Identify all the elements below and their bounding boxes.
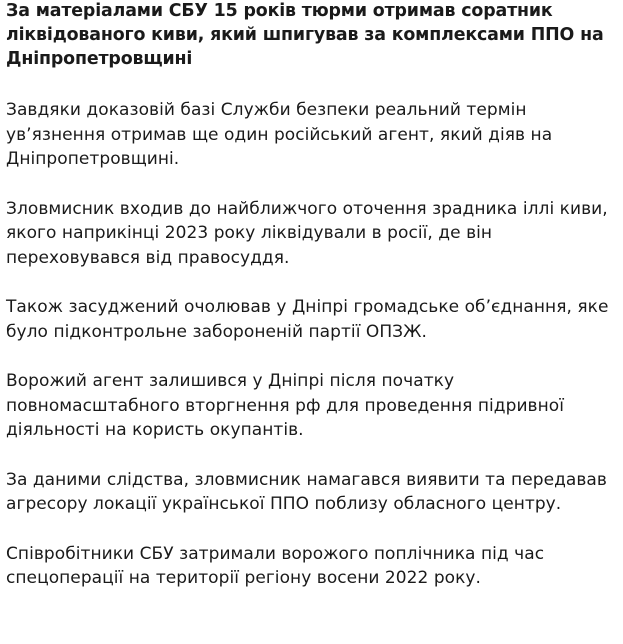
article-paragraph: Зловмисник входив до найближчого оточення зрадника іллі киви, якого наприкінці 2023 року ліквідували в росії, де він переховувався від правосуддя. — [6, 198, 608, 268]
article-paragraph: Також засуджений очолював у Дніпрі громадське об’єднання, яке було підконтрольне забороненій партії ОПЗЖ. — [6, 297, 609, 342]
article-paragraph: Завдяки доказовій базі Служби безпеки реальний термін ув’язнення отримав ще один російський агент, який діяв на Дніпропетровщині. — [6, 100, 553, 170]
article-paragraph: Співробітники СБУ затримали ворожого поплічника під час спецоперації на території регіону восени 2022 року. — [6, 543, 545, 589]
article-paragraph: За даними слідства, зловмисник намагався виявити та передавав агресору локації української ППО поблизу обласного центру. — [6, 469, 607, 515]
post-body — [6, 0, 618, 591]
article-headline: За матеріалами СБУ 15 років тюрми отримав соратник ліквідованого киви, який шпигував за комплексами ППО на Дніпропетровщині — [6, 1, 604, 69]
article-paragraph: Ворожий агент залишився у Дніпрі після початку повномасштабного вторгнення рф для проведення підривної діяльності на користь окупантів. — [6, 371, 565, 441]
